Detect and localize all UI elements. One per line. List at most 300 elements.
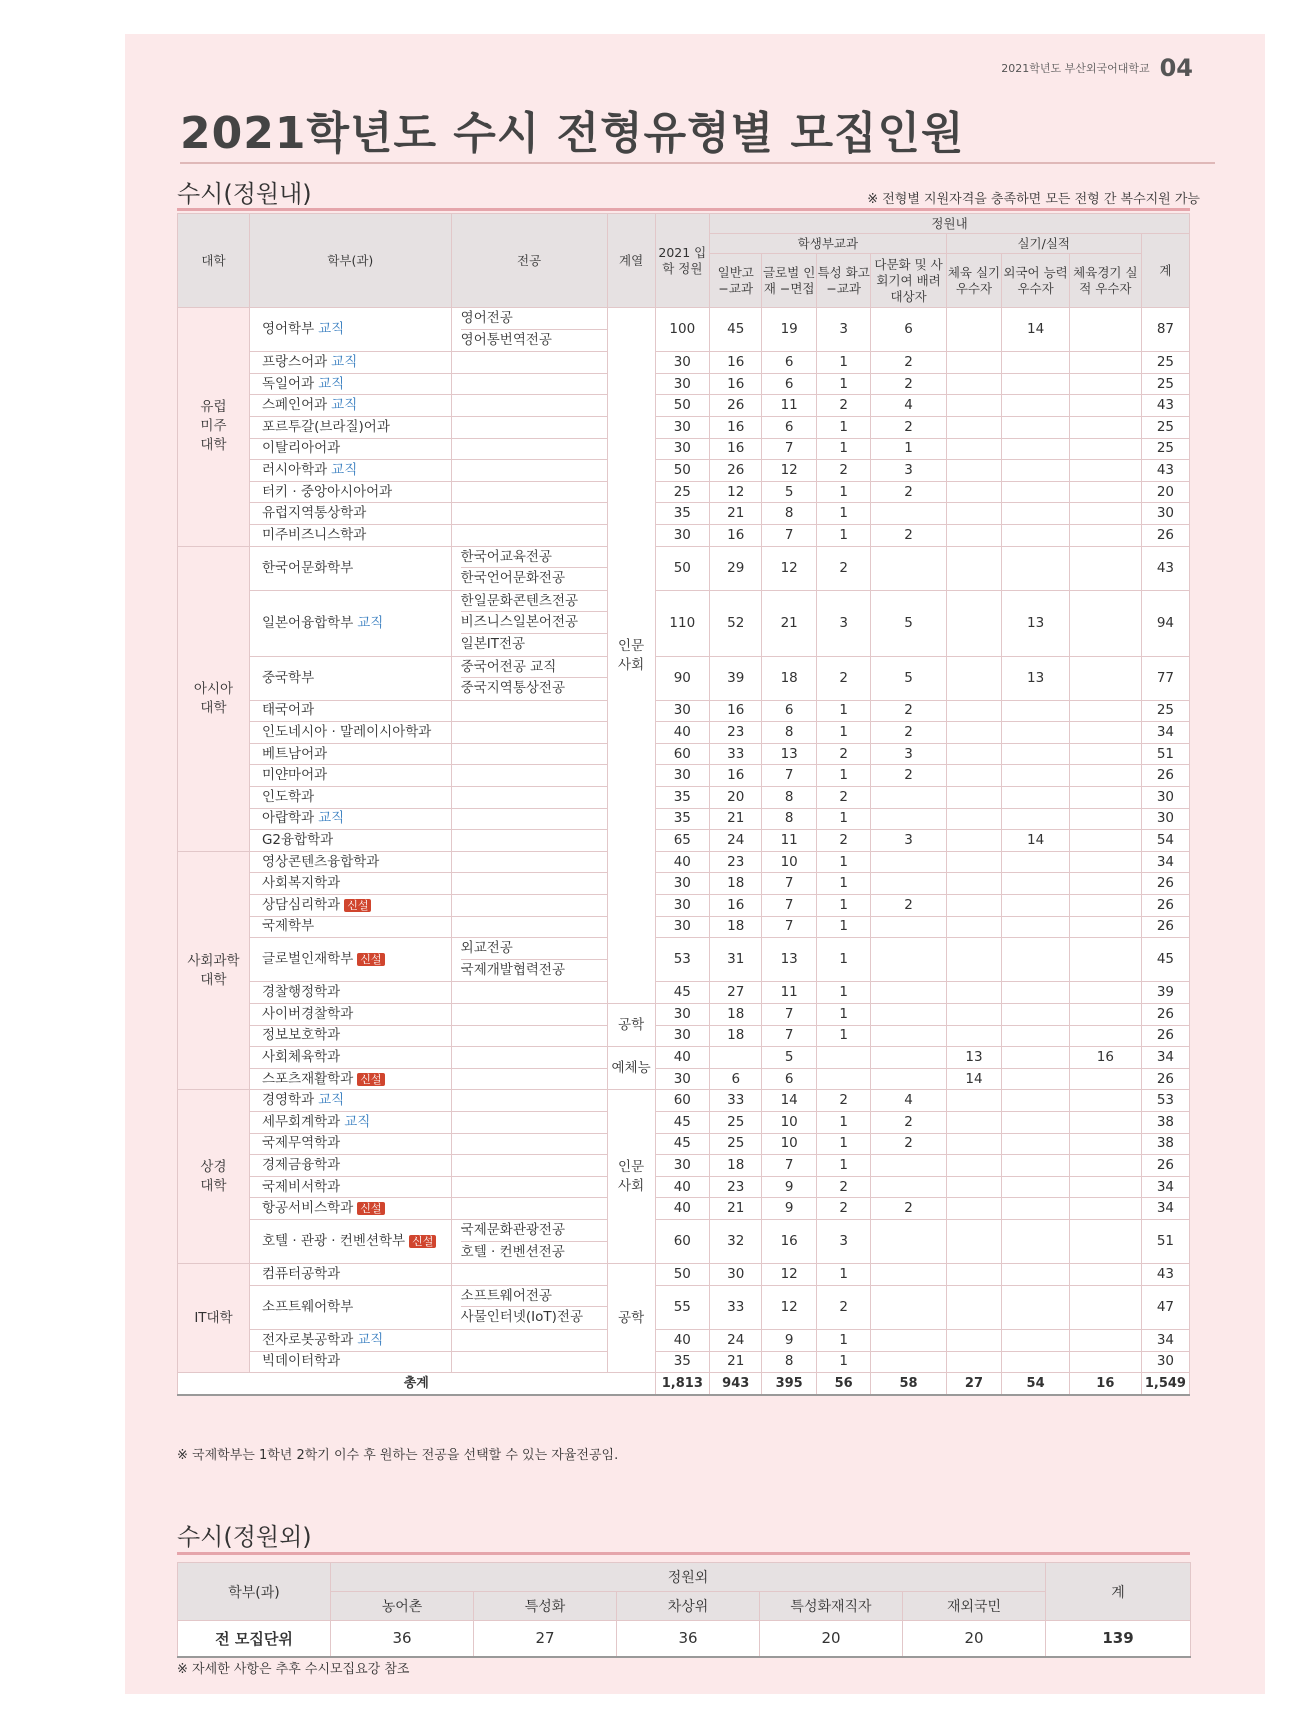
- cell-value: 50: [655, 546, 710, 590]
- department-name: [249, 524, 451, 546]
- department-label: 독일어과: [261, 375, 315, 392]
- cell-value: [946, 438, 1002, 460]
- cell-value: [946, 373, 1002, 395]
- cell-value: 2: [816, 1285, 871, 1329]
- cell-value: 2: [816, 656, 871, 700]
- table-row: [178, 1198, 1190, 1220]
- department-name: [249, 830, 451, 852]
- cell-value: 5: [871, 590, 946, 656]
- department-label: 일본어융합학부: [261, 614, 354, 631]
- cell-value: 12: [762, 546, 817, 590]
- cell-value: [816, 1047, 871, 1069]
- cell-value: 6: [710, 1068, 762, 1090]
- cell-value: [1069, 1285, 1141, 1329]
- cell-value: 7: [762, 524, 817, 546]
- header-major: 전공: [451, 214, 607, 308]
- table-row: [178, 590, 1190, 656]
- table-row: [178, 1621, 1191, 1657]
- department-label: 국제비서학과: [261, 1178, 341, 1195]
- cell-value: 3: [816, 590, 871, 656]
- cell-value: 40: [655, 1198, 710, 1220]
- major-cell: [451, 895, 607, 917]
- cell-value: 1: [871, 438, 946, 460]
- cell-value: 45: [655, 1133, 710, 1155]
- department-name: [249, 395, 451, 417]
- cell-value: 10: [762, 1133, 817, 1155]
- cell-value: [1002, 416, 1070, 438]
- major-name: 외교전공: [461, 938, 607, 960]
- major-name: 일본IT전공: [460, 635, 526, 652]
- cell-value: 2: [871, 722, 946, 744]
- department-name: [249, 373, 451, 395]
- cell-value: 27: [474, 1621, 617, 1657]
- major-cell: [451, 373, 607, 395]
- department-label: 세무회계학과: [261, 1113, 341, 1130]
- major-cell: [451, 1025, 607, 1047]
- department-label: G2융합학과: [261, 832, 334, 849]
- cell-value: 31: [710, 938, 762, 982]
- cell-total: 34: [1141, 722, 1189, 744]
- table-row: [178, 352, 1190, 374]
- major-cell: [451, 308, 607, 352]
- cell-value: 16: [710, 765, 762, 787]
- teaching-tag: 교직: [331, 397, 358, 414]
- cell-value: 65: [655, 830, 710, 852]
- cell-total: 34: [1141, 1047, 1189, 1069]
- page: [125, 34, 1265, 1694]
- header-overseas: 재외국민: [903, 1592, 1046, 1621]
- cell-value: 16: [710, 373, 762, 395]
- cell-value: 40: [655, 1176, 710, 1198]
- track-name: 인문 사회: [607, 308, 655, 1004]
- cell-value: [946, 916, 1002, 938]
- cell-value: [1002, 1219, 1070, 1263]
- cell-value: 6: [762, 416, 817, 438]
- table-row: [178, 895, 1190, 917]
- cell-value: [1069, 851, 1141, 873]
- table-row: [178, 1068, 1190, 1090]
- major-name: 국제개발협력전공: [460, 961, 565, 978]
- cell-value: [946, 503, 1002, 525]
- cell-value: [946, 938, 1002, 982]
- cell-value: [946, 1351, 1002, 1373]
- cell-value: [1069, 916, 1141, 938]
- cell-value: [871, 1264, 946, 1286]
- cell-value: 16: [710, 438, 762, 460]
- major-cell: [451, 830, 607, 852]
- department-label: 스페인어과: [261, 397, 328, 414]
- table-row: [178, 1285, 1190, 1329]
- cell-value: 13: [762, 938, 817, 982]
- cell-value: [871, 787, 946, 809]
- cell-value: 90: [655, 656, 710, 700]
- cell-value: 18: [710, 1155, 762, 1177]
- cell-value: 33: [710, 743, 762, 765]
- cell-value: 6: [762, 352, 817, 374]
- cell-value: 26: [710, 460, 762, 482]
- header-general: 일반고 −교과: [710, 254, 762, 308]
- cell-value: 8: [762, 503, 817, 525]
- major-cell: [451, 546, 607, 590]
- department-label: 한국어문화학부: [261, 559, 354, 576]
- major-name: 중국지역통상전공: [460, 680, 565, 697]
- cell-value: 12: [762, 1264, 817, 1286]
- cell-value: [946, 1219, 1002, 1263]
- department-label: 국제학부: [261, 918, 315, 935]
- cell-value: [946, 851, 1002, 873]
- department-name: [249, 1090, 451, 1112]
- department-name: [249, 656, 451, 700]
- cell-total: 26: [1141, 916, 1189, 938]
- department-label: 태국어과: [261, 702, 315, 719]
- cell-value: 8: [762, 787, 817, 809]
- cell-value: [946, 830, 1002, 852]
- department-label: 영어학부: [261, 321, 315, 338]
- cell-value: 1: [816, 938, 871, 982]
- within-quota-table: [177, 213, 1190, 1396]
- cell-value: 2: [816, 546, 871, 590]
- cell-value: 19: [762, 308, 817, 352]
- department-name: [249, 1133, 451, 1155]
- table-row: [178, 982, 1190, 1004]
- cell-value: 100: [655, 308, 710, 352]
- cell-value: 9: [762, 1198, 817, 1220]
- major-cell: [451, 851, 607, 873]
- table-row: [178, 416, 1190, 438]
- cell-value: 3: [871, 743, 946, 765]
- cell-value: 20: [760, 1621, 903, 1657]
- cell-value: 9: [762, 1329, 817, 1351]
- cell-value: [1069, 1090, 1141, 1112]
- major-cell: [451, 503, 607, 525]
- major-name: 한국어교육전공: [461, 547, 607, 569]
- cell-value: 6: [871, 308, 946, 352]
- track-name: 공학: [607, 1264, 655, 1373]
- header-department: 학부(과): [249, 214, 451, 308]
- cell-value: 9: [762, 1176, 817, 1198]
- cell-value: 1: [816, 895, 871, 917]
- cell-value: 6: [762, 700, 817, 722]
- cell-value: 2: [816, 460, 871, 482]
- major-name: 영어전공: [461, 308, 607, 330]
- department-label: 국제무역학과: [261, 1135, 341, 1152]
- cell-value: [1069, 481, 1141, 503]
- cell-value: [1002, 395, 1070, 417]
- cell-value: 60: [655, 743, 710, 765]
- major-cell: [451, 460, 607, 482]
- table-row: [178, 460, 1190, 482]
- department-name: [249, 308, 451, 352]
- cell-value: 35: [655, 503, 710, 525]
- cell-value: 2: [871, 481, 946, 503]
- cell-value: 5: [762, 1047, 817, 1069]
- department-label: 러시아학과: [261, 461, 328, 478]
- table-row: [178, 1090, 1190, 1112]
- cell-value: 1: [816, 1351, 871, 1373]
- cell-value: [871, 1329, 946, 1351]
- major-cell: [451, 1068, 607, 1090]
- cell-value: [946, 700, 1002, 722]
- track-name: 인문 사회: [607, 1090, 655, 1264]
- teaching-tag: 교직: [331, 461, 358, 478]
- header-school-name: 2021학년도 부산외국어대학교: [1001, 62, 1150, 75]
- cell-total: 25: [1141, 438, 1189, 460]
- cell-value: 16: [710, 416, 762, 438]
- cell-value: [1069, 656, 1141, 700]
- teaching-tag: 교직: [318, 810, 345, 827]
- cell-value: [1002, 938, 1070, 982]
- total-value: 56: [816, 1373, 871, 1395]
- teaching-tag: 교직: [344, 1113, 371, 1130]
- cell-value: 53: [655, 938, 710, 982]
- cell-value: 30: [655, 1155, 710, 1177]
- department-name: [249, 590, 451, 656]
- college-name: 상경 대학: [178, 1090, 250, 1264]
- cell-value: [1069, 700, 1141, 722]
- cell-value: [871, 873, 946, 895]
- cell-value: 2: [871, 524, 946, 546]
- major-cell: [451, 1133, 607, 1155]
- major-name: 중국어전공 교직: [461, 657, 607, 679]
- major-name: 영어통번역전공: [460, 331, 552, 348]
- cell-value: [946, 416, 1002, 438]
- cell-value: 14: [1002, 308, 1070, 352]
- total-label: 총계: [178, 1373, 656, 1395]
- major-cell: [451, 808, 607, 830]
- major-cell: [451, 1176, 607, 1198]
- cell-value: [1002, 1176, 1070, 1198]
- cell-total: 25: [1141, 700, 1189, 722]
- header-within-quota: 정원내: [710, 214, 1190, 234]
- cell-value: [946, 1025, 1002, 1047]
- department-name: [249, 873, 451, 895]
- cell-value: 30: [655, 1004, 710, 1026]
- new-badge: 신설: [409, 1235, 436, 1248]
- cell-total: 51: [1141, 743, 1189, 765]
- college-name: 아시아 대학: [178, 546, 250, 851]
- cell-value: [871, 808, 946, 830]
- cell-value: 30: [655, 416, 710, 438]
- major-cell: [451, 656, 607, 700]
- department-label: 터키 · 중앙아시아어과: [261, 483, 393, 500]
- cell-value: [1069, 373, 1141, 395]
- department-label: 포르투갈(브라질)어과: [261, 418, 390, 435]
- header-specialized: 특성화: [474, 1592, 617, 1621]
- cell-value: 10: [762, 851, 817, 873]
- cell-value: [1069, 743, 1141, 765]
- cell-value: 16: [710, 352, 762, 374]
- major-name: 소프트웨어전공: [461, 1286, 607, 1308]
- cell-value: 2: [871, 352, 946, 374]
- major-cell: [451, 938, 607, 982]
- page-title: 2021학년도 수시 전형유형별 모집인원: [180, 104, 1215, 164]
- cell-total: 26: [1141, 524, 1189, 546]
- cell-value: 18: [710, 1025, 762, 1047]
- table-row: [178, 1025, 1190, 1047]
- cell-value: [1002, 1025, 1070, 1047]
- department-label: 전자로봇공학과: [261, 1331, 354, 1348]
- cell-value: [1069, 1264, 1141, 1286]
- cell-value: [1002, 1133, 1070, 1155]
- cell-value: [871, 1219, 946, 1263]
- table-row: [178, 873, 1190, 895]
- cell-value: [946, 1155, 1002, 1177]
- cell-value: 13: [762, 743, 817, 765]
- cell-value: 2: [871, 1198, 946, 1220]
- department-label: 호텔 · 관광 · 컨벤션학부: [261, 1233, 406, 1250]
- cell-value: [1069, 438, 1141, 460]
- major-cell: [451, 416, 607, 438]
- cell-value: 30: [655, 873, 710, 895]
- cell-total: 43: [1141, 546, 1189, 590]
- cell-value: [1069, 895, 1141, 917]
- cell-value: 23: [710, 1176, 762, 1198]
- cell-total: 43: [1141, 395, 1189, 417]
- department-label: 경찰행정학과: [261, 984, 341, 1001]
- department-name: [249, 1264, 451, 1286]
- cell-value: 29: [710, 546, 762, 590]
- table-row: [178, 373, 1190, 395]
- cell-value: [1069, 590, 1141, 656]
- cell-value: [1069, 308, 1141, 352]
- cell-value: [1069, 524, 1141, 546]
- cell-value: 21: [710, 503, 762, 525]
- table-row: [178, 851, 1190, 873]
- cell-value: 2: [871, 700, 946, 722]
- cell-value: 23: [710, 722, 762, 744]
- table-row: [178, 503, 1190, 525]
- cell-value: 7: [762, 1025, 817, 1047]
- teaching-tag: 교직: [357, 1331, 384, 1348]
- cell-value: 2: [816, 787, 871, 809]
- cell-value: 30: [655, 895, 710, 917]
- major-name: 국제문화관광전공: [461, 1220, 607, 1242]
- cell-value: 36: [331, 1621, 474, 1657]
- cell-value: [1069, 1133, 1141, 1155]
- header-total: 계: [1046, 1563, 1191, 1621]
- department-label: 영상콘텐츠융합학과: [261, 853, 380, 870]
- major-cell: [451, 481, 607, 503]
- cell-value: 35: [655, 787, 710, 809]
- department-name: [249, 722, 451, 744]
- major-cell: [451, 765, 607, 787]
- department-label: 인도네시아 · 말레이시아학과: [261, 724, 432, 741]
- header-group-practical: 실기/실적: [946, 234, 1141, 254]
- cell-value: [946, 460, 1002, 482]
- department-label: 인도학과: [261, 788, 315, 805]
- cell-value: [1002, 460, 1070, 482]
- cell-total: 94: [1141, 590, 1189, 656]
- cell-value: 1: [816, 416, 871, 438]
- cell-value: 2: [871, 416, 946, 438]
- cell-value: 52: [710, 590, 762, 656]
- cell-value: 32: [710, 1219, 762, 1263]
- department-name: [249, 895, 451, 917]
- cell-total: 87: [1141, 308, 1189, 352]
- cell-value: [1002, 1068, 1070, 1090]
- cell-total: 43: [1141, 1264, 1189, 1286]
- department-name: [249, 460, 451, 482]
- header-employed-specialized: 특성화재직자: [760, 1592, 903, 1621]
- cell-value: [1002, 700, 1070, 722]
- cell-value: 18: [710, 873, 762, 895]
- cell-value: [946, 1264, 1002, 1286]
- cell-total: 34: [1141, 1329, 1189, 1351]
- department-label: 사회체육학과: [261, 1048, 341, 1065]
- header-global: 글로벌 인재 −면접: [762, 254, 817, 308]
- department-name: [249, 546, 451, 590]
- department-name: [249, 743, 451, 765]
- cell-value: [871, 503, 946, 525]
- cell-total: 30: [1141, 503, 1189, 525]
- row-label: 전 모집단위: [178, 1621, 331, 1657]
- department-name: [249, 982, 451, 1004]
- cell-value: [946, 481, 1002, 503]
- department-name: [249, 416, 451, 438]
- cell-value: 7: [762, 1004, 817, 1026]
- teaching-tag: 교직: [331, 353, 358, 370]
- cell-value: 2: [871, 1133, 946, 1155]
- cell-value: [1069, 722, 1141, 744]
- cell-value: [871, 1025, 946, 1047]
- cell-value: [1002, 982, 1070, 1004]
- cell-value: 14: [762, 1090, 817, 1112]
- cell-value: [1002, 765, 1070, 787]
- header-rural: 농어촌: [331, 1592, 474, 1621]
- cell-total: 26: [1141, 1068, 1189, 1090]
- cell-value: 10: [762, 1111, 817, 1133]
- cell-value: [1002, 352, 1070, 374]
- cell-value: 20: [903, 1621, 1046, 1657]
- cell-value: 30: [655, 524, 710, 546]
- table-row: [178, 1176, 1190, 1198]
- cell-value: [871, 916, 946, 938]
- teaching-tag: 교직: [357, 614, 384, 631]
- table-body: [178, 308, 1190, 1395]
- department-name: [249, 765, 451, 787]
- major-cell: [451, 722, 607, 744]
- cell-value: [1002, 1285, 1070, 1329]
- major-cell: [451, 1198, 607, 1220]
- cell-value: 3: [816, 1219, 871, 1263]
- department-name: [249, 1219, 451, 1263]
- cell-value: 40: [655, 722, 710, 744]
- cell-value: [946, 1090, 1002, 1112]
- cell-value: 24: [710, 1329, 762, 1351]
- cell-value: 26: [710, 395, 762, 417]
- cell-value: 11: [762, 982, 817, 1004]
- cell-value: 30: [655, 438, 710, 460]
- cell-value: 7: [762, 438, 817, 460]
- department-label: 이탈리아어과: [261, 440, 341, 457]
- cell-value: [1002, 1155, 1070, 1177]
- cell-value: [1002, 916, 1070, 938]
- major-name: 호텔 · 컨벤션전공: [460, 1243, 565, 1260]
- new-badge: 신설: [357, 1202, 384, 1215]
- table-row: [178, 1351, 1190, 1373]
- cell-value: [1002, 1090, 1070, 1112]
- department-label: 경제금융학과: [261, 1156, 341, 1173]
- table-row: [178, 938, 1190, 982]
- department-name: [249, 1025, 451, 1047]
- cell-value: [1002, 1264, 1070, 1286]
- cell-value: 21: [710, 808, 762, 830]
- cell-value: [871, 938, 946, 982]
- cell-value: [946, 656, 1002, 700]
- cell-total: 38: [1141, 1133, 1189, 1155]
- cell-value: 2: [816, 395, 871, 417]
- cell-value: [946, 1004, 1002, 1026]
